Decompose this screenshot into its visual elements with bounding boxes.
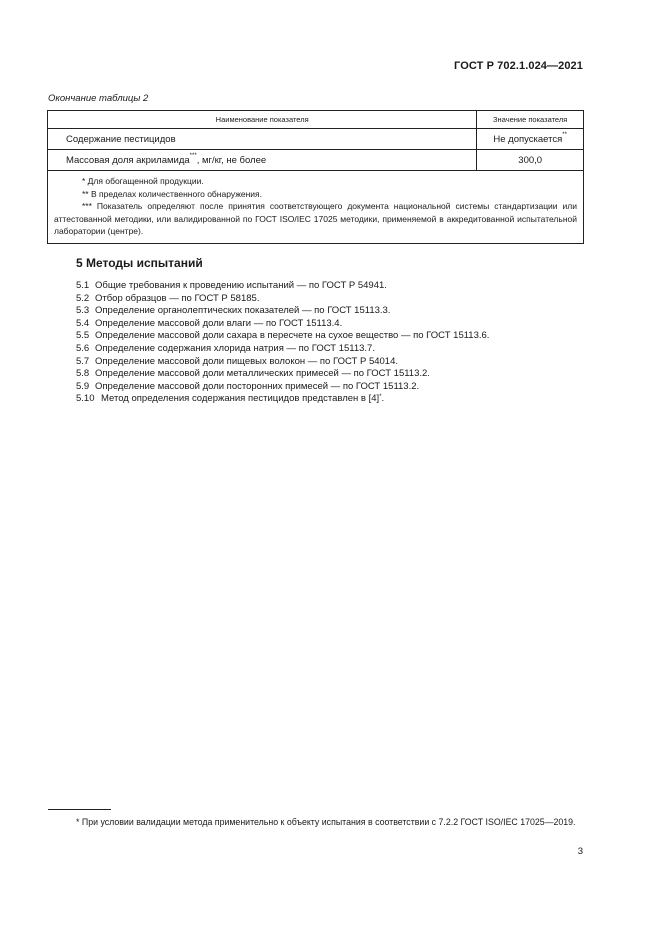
list-item bbox=[76, 356, 584, 369]
list-item bbox=[76, 343, 584, 356]
item-text: Определение массовой доли пищевых волокон — по ГОСТ Р 54014. bbox=[95, 355, 399, 367]
list-item bbox=[76, 318, 584, 331]
item-text: Определение массовой доли посторонних примесей — по ГОСТ 15113.2. bbox=[95, 380, 420, 392]
list-item bbox=[76, 368, 584, 381]
item-text: Определение органолептических показателей — по ГОСТ 15113.3. bbox=[95, 305, 391, 317]
row-name-text: Массовая доля акриламида bbox=[66, 154, 190, 166]
table-cell-name bbox=[48, 129, 477, 150]
item-number: 5.10 bbox=[76, 393, 95, 405]
table-header-row bbox=[48, 111, 584, 129]
indicators-table bbox=[47, 110, 584, 244]
table-cell-value bbox=[477, 150, 584, 171]
item-text: Определение массовой доли сахара в пересчете на сухое вещество — по ГОСТ 15113.6. bbox=[95, 330, 490, 342]
document-code: ГОСТ Р 702.1.024—2021 bbox=[454, 60, 583, 72]
table-note: * Для обогащенной продукции. bbox=[82, 176, 204, 186]
row-value-text: Не допускается bbox=[493, 133, 563, 145]
table-note: *** Показатель определяют после принятия соответствующего документа национальной системы стандартизации или аттестованной методики, или валидированной по ГОСТ ISO/IEC 17025 методики, применяемой в аккредитованной испытательной лаборатории (центре). bbox=[54, 201, 577, 236]
item-number: 5.5 bbox=[76, 330, 90, 342]
table-caption: Окончание таблицы 2 bbox=[48, 93, 149, 104]
list-item bbox=[76, 330, 584, 343]
item-text: Отбор образцов — по ГОСТ Р 58185. bbox=[95, 292, 260, 304]
item-number: 5.8 bbox=[76, 368, 90, 380]
table-row bbox=[48, 129, 584, 150]
page-number: 3 bbox=[577, 846, 583, 857]
column-header-value: Значение показателя bbox=[477, 111, 584, 129]
row-value-text: 300,0 bbox=[518, 154, 543, 166]
methods-list bbox=[76, 280, 584, 406]
table-notes bbox=[48, 171, 584, 244]
section-title: 5 Методы испытаний bbox=[76, 256, 203, 270]
item-footnote-mark: * bbox=[379, 394, 382, 401]
item-number: 5.9 bbox=[76, 380, 90, 392]
row-name-footnote-mark: *** bbox=[189, 152, 197, 159]
item-number: 5.6 bbox=[76, 342, 90, 354]
table-note: ** В пределах количественного обнаружения. bbox=[82, 188, 263, 199]
item-text: Определение массовой доли металлических примесей — по ГОСТ 15113.2. bbox=[95, 368, 430, 380]
row-name-suffix: , мг/кг, не более bbox=[196, 154, 267, 166]
table-notes-row bbox=[48, 171, 584, 244]
table-cell-value bbox=[477, 129, 584, 150]
item-text-tail: . bbox=[381, 393, 385, 405]
list-item bbox=[76, 280, 584, 293]
item-number: 5.1 bbox=[76, 280, 90, 291]
item-number: 5.3 bbox=[76, 305, 90, 317]
item-text: Общие требования к проведению испытаний — по ГОСТ Р 54941. bbox=[95, 280, 387, 291]
row-name-text: Содержание пестицидов bbox=[66, 133, 176, 145]
list-item bbox=[76, 393, 584, 406]
item-number: 5.4 bbox=[76, 317, 90, 329]
item-text: Определение массовой доли влаги — по ГОСТ 15113.4. bbox=[95, 317, 343, 329]
row-value-footnote-mark: ** bbox=[562, 131, 567, 138]
item-text: Определение содержания хлорида натрия — по ГОСТ 15113.7. bbox=[95, 342, 375, 354]
list-item bbox=[76, 381, 584, 394]
list-item bbox=[76, 305, 584, 318]
table-row bbox=[48, 150, 584, 171]
column-header-name: Наименование показателя bbox=[48, 111, 477, 129]
item-text: Метод определения содержания пестицидов представлен в [4] bbox=[101, 393, 380, 405]
footnote-divider bbox=[48, 809, 111, 810]
table-cell-name bbox=[48, 150, 477, 171]
item-number: 5.7 bbox=[76, 355, 90, 367]
item-number: 5.2 bbox=[76, 292, 90, 304]
list-item bbox=[76, 293, 584, 306]
footnote-text: * При условии валидации метода применительно к объекту испытания в соответствии с 7.2.2 ГОСТ ISO/IEC 17025—2019. bbox=[76, 817, 576, 827]
